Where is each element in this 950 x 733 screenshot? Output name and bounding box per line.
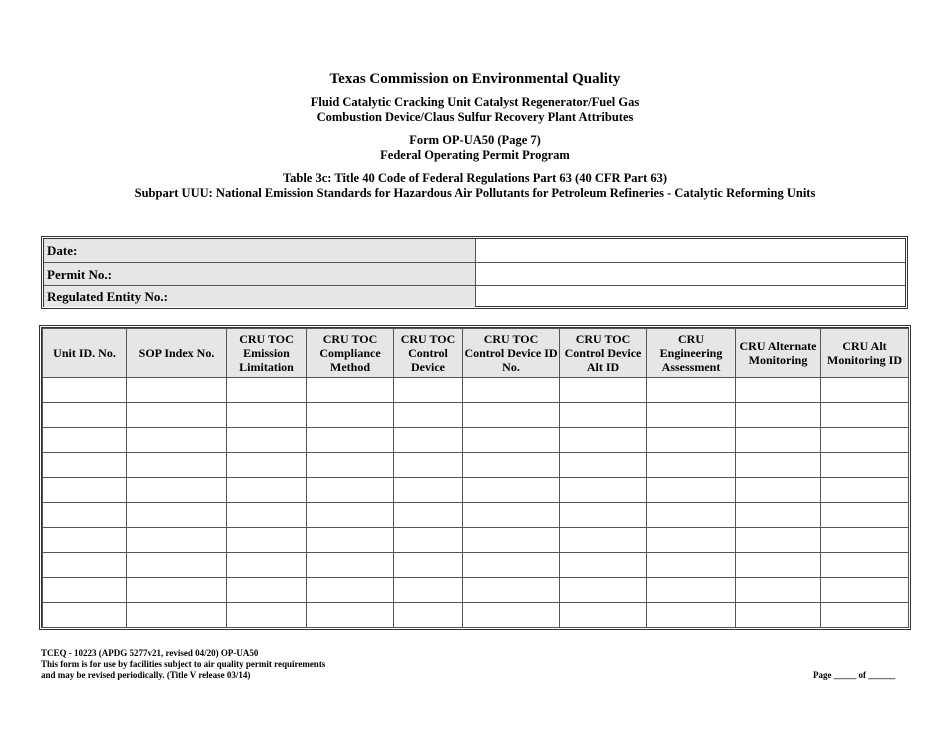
table-cell[interactable]	[647, 578, 736, 603]
table-row	[43, 378, 909, 403]
table-cell[interactable]	[560, 553, 647, 578]
table-cell[interactable]	[821, 428, 909, 453]
table-cell[interactable]	[463, 553, 560, 578]
table-cell[interactable]	[227, 478, 307, 503]
entity-row	[44, 285, 905, 307]
table-cell[interactable]	[821, 503, 909, 528]
table-cell[interactable]	[127, 578, 227, 603]
table-row	[43, 403, 909, 428]
column-header: CRU TOC Control Device ID No.	[463, 329, 560, 378]
table-cell[interactable]	[463, 428, 560, 453]
table-cell[interactable]	[463, 403, 560, 428]
form-subtitle-line2: Combustion Device/Claus Sulfur Recovery Plant Attributes	[316, 110, 634, 124]
date-row	[44, 239, 905, 262]
table-cell[interactable]	[821, 403, 909, 428]
table-cell[interactable]	[560, 403, 647, 428]
table-cell[interactable]	[647, 403, 736, 428]
table-cell[interactable]	[394, 403, 463, 428]
table-cell[interactable]	[227, 528, 307, 553]
table-cell[interactable]	[463, 478, 560, 503]
table-cell[interactable]	[463, 503, 560, 528]
table-cell[interactable]	[736, 528, 821, 553]
table-cell[interactable]	[307, 403, 394, 428]
table-cell[interactable]	[127, 478, 227, 503]
table-cell[interactable]	[821, 578, 909, 603]
table-cell[interactable]	[43, 503, 127, 528]
form-program: Federal Operating Permit Program	[380, 148, 570, 162]
table-row	[43, 603, 909, 628]
form-title: Texas Commission on Environmental Quality	[329, 71, 621, 87]
table-cell[interactable]	[647, 503, 736, 528]
table-cell[interactable]	[227, 428, 307, 453]
table-cell[interactable]	[560, 528, 647, 553]
table-cell[interactable]	[821, 528, 909, 553]
table-cell[interactable]	[463, 603, 560, 628]
table-cell[interactable]	[736, 453, 821, 478]
footer-note-line1: This form is for use by facilities subject to air quality permit requirements	[41, 659, 326, 669]
column-header: CRU TOC Control Device Alt ID	[560, 329, 647, 378]
table-cell[interactable]	[736, 403, 821, 428]
table-cell[interactable]	[647, 478, 736, 503]
permit-number-label: Permit No.:	[44, 263, 476, 286]
table-cell[interactable]	[127, 553, 227, 578]
table-cell[interactable]	[307, 428, 394, 453]
table-cell[interactable]	[463, 528, 560, 553]
column-header: CRU Engineering Assessment	[647, 329, 736, 378]
table-cell[interactable]	[647, 603, 736, 628]
table-cell[interactable]	[127, 428, 227, 453]
table-row	[43, 428, 909, 453]
table-cell[interactable]	[560, 378, 647, 403]
table-cell[interactable]	[43, 428, 127, 453]
table-cell[interactable]	[394, 503, 463, 528]
table-cell[interactable]	[394, 428, 463, 453]
table-cell[interactable]	[560, 578, 647, 603]
table-cell[interactable]	[127, 503, 227, 528]
table-cell[interactable]	[821, 453, 909, 478]
table-cell[interactable]	[307, 478, 394, 503]
table-row	[43, 453, 909, 478]
table-cell[interactable]	[43, 378, 127, 403]
permit-info-box	[41, 236, 908, 309]
table-cell[interactable]	[821, 603, 909, 628]
table-cell[interactable]	[307, 553, 394, 578]
table-cell[interactable]	[394, 578, 463, 603]
table-cell[interactable]	[821, 478, 909, 503]
table-cell[interactable]	[227, 603, 307, 628]
table-cell[interactable]	[821, 553, 909, 578]
table-cell[interactable]	[463, 578, 560, 603]
table-cell[interactable]	[227, 403, 307, 428]
table-cell[interactable]	[394, 603, 463, 628]
table-cell[interactable]	[43, 403, 127, 428]
table-cell[interactable]	[307, 503, 394, 528]
table-cell[interactable]	[43, 603, 127, 628]
table-cell[interactable]	[127, 403, 227, 428]
table-cell[interactable]	[394, 378, 463, 403]
permit-number-field[interactable]	[476, 263, 905, 286]
table-cell[interactable]	[43, 478, 127, 503]
table-cell[interactable]	[560, 603, 647, 628]
table-cell[interactable]	[736, 428, 821, 453]
table-cell[interactable]	[227, 503, 307, 528]
subpart-title: Subpart UUU: National Emission Standards for Hazardous Air Pollutants for Petroleum Refineries - Catalytic Reforming Units	[134, 186, 816, 200]
table-cell[interactable]	[394, 528, 463, 553]
attributes-table	[42, 328, 909, 628]
table-cell[interactable]	[647, 528, 736, 553]
table-title: Table 3c: Title 40 Code of Federal Regulations Part 63 (40 CFR Part 63)	[282, 171, 668, 185]
table-cell[interactable]	[307, 378, 394, 403]
regulated-entity-label: Regulated Entity No.:	[44, 286, 476, 307]
date-label: Date:	[44, 239, 476, 262]
column-header: Unit ID. No.	[43, 329, 127, 378]
table-cell[interactable]	[307, 528, 394, 553]
column-header: CRU Alternate Monitoring	[736, 329, 821, 378]
table-cell[interactable]	[127, 603, 227, 628]
table-cell[interactable]	[736, 478, 821, 503]
table-row	[43, 503, 909, 528]
table-cell[interactable]	[560, 478, 647, 503]
table-cell[interactable]	[736, 503, 821, 528]
footer-note-line2: and may be revised periodically. (Title V release 03/14)	[41, 670, 251, 680]
permit-row	[44, 262, 905, 286]
table-cell[interactable]	[394, 478, 463, 503]
table-cell[interactable]	[647, 428, 736, 453]
table-cell[interactable]	[394, 453, 463, 478]
table-cell[interactable]	[736, 578, 821, 603]
attributes-table-frame	[39, 325, 911, 630]
table-cell[interactable]	[463, 378, 560, 403]
table-header-row	[43, 329, 909, 378]
table-cell[interactable]	[736, 378, 821, 403]
table-cell[interactable]	[307, 453, 394, 478]
table-cell[interactable]	[647, 453, 736, 478]
table-cell[interactable]	[43, 553, 127, 578]
column-header: CRU Alt Monitoring ID	[821, 329, 909, 378]
table-row	[43, 528, 909, 553]
table-cell[interactable]	[394, 553, 463, 578]
table-cell[interactable]	[43, 528, 127, 553]
table-row	[43, 553, 909, 578]
table-cell[interactable]	[463, 453, 560, 478]
column-header: CRU TOC Control Device	[394, 329, 463, 378]
table-cell[interactable]	[560, 503, 647, 528]
column-header: CRU TOC Compliance Method	[307, 329, 394, 378]
table-cell[interactable]	[127, 453, 227, 478]
table-cell[interactable]	[127, 378, 227, 403]
table-cell[interactable]	[43, 453, 127, 478]
table-cell[interactable]	[736, 603, 821, 628]
table-cell[interactable]	[127, 528, 227, 553]
table-cell[interactable]	[227, 453, 307, 478]
table-cell[interactable]	[227, 578, 307, 603]
column-header: SOP Index No.	[127, 329, 227, 378]
table-cell[interactable]	[227, 553, 307, 578]
table-cell[interactable]	[647, 378, 736, 403]
table-cell[interactable]	[307, 578, 394, 603]
table-cell[interactable]	[560, 453, 647, 478]
table-row	[43, 578, 909, 603]
form-number: Form OP-UA50 (Page 7)	[409, 133, 541, 147]
table-cell[interactable]	[560, 428, 647, 453]
table-cell[interactable]	[43, 578, 127, 603]
table-cell[interactable]	[307, 603, 394, 628]
column-header: CRU TOC Emission Limitation	[227, 329, 307, 378]
regulated-entity-field[interactable]	[476, 286, 905, 307]
table-cell[interactable]	[647, 553, 736, 578]
footer-form-id: TCEQ - 10223 (APDG 5277v21, revised 04/20) OP-UA50	[41, 648, 259, 658]
page-number: Page _____ of ______	[813, 670, 896, 680]
table-row	[43, 478, 909, 503]
table-cell[interactable]	[821, 378, 909, 403]
form-subtitle-line1: Fluid Catalytic Cracking Unit Catalyst Regenerator/Fuel Gas	[310, 95, 640, 109]
date-field[interactable]	[476, 239, 905, 262]
table-cell[interactable]	[736, 553, 821, 578]
table-cell[interactable]	[227, 378, 307, 403]
